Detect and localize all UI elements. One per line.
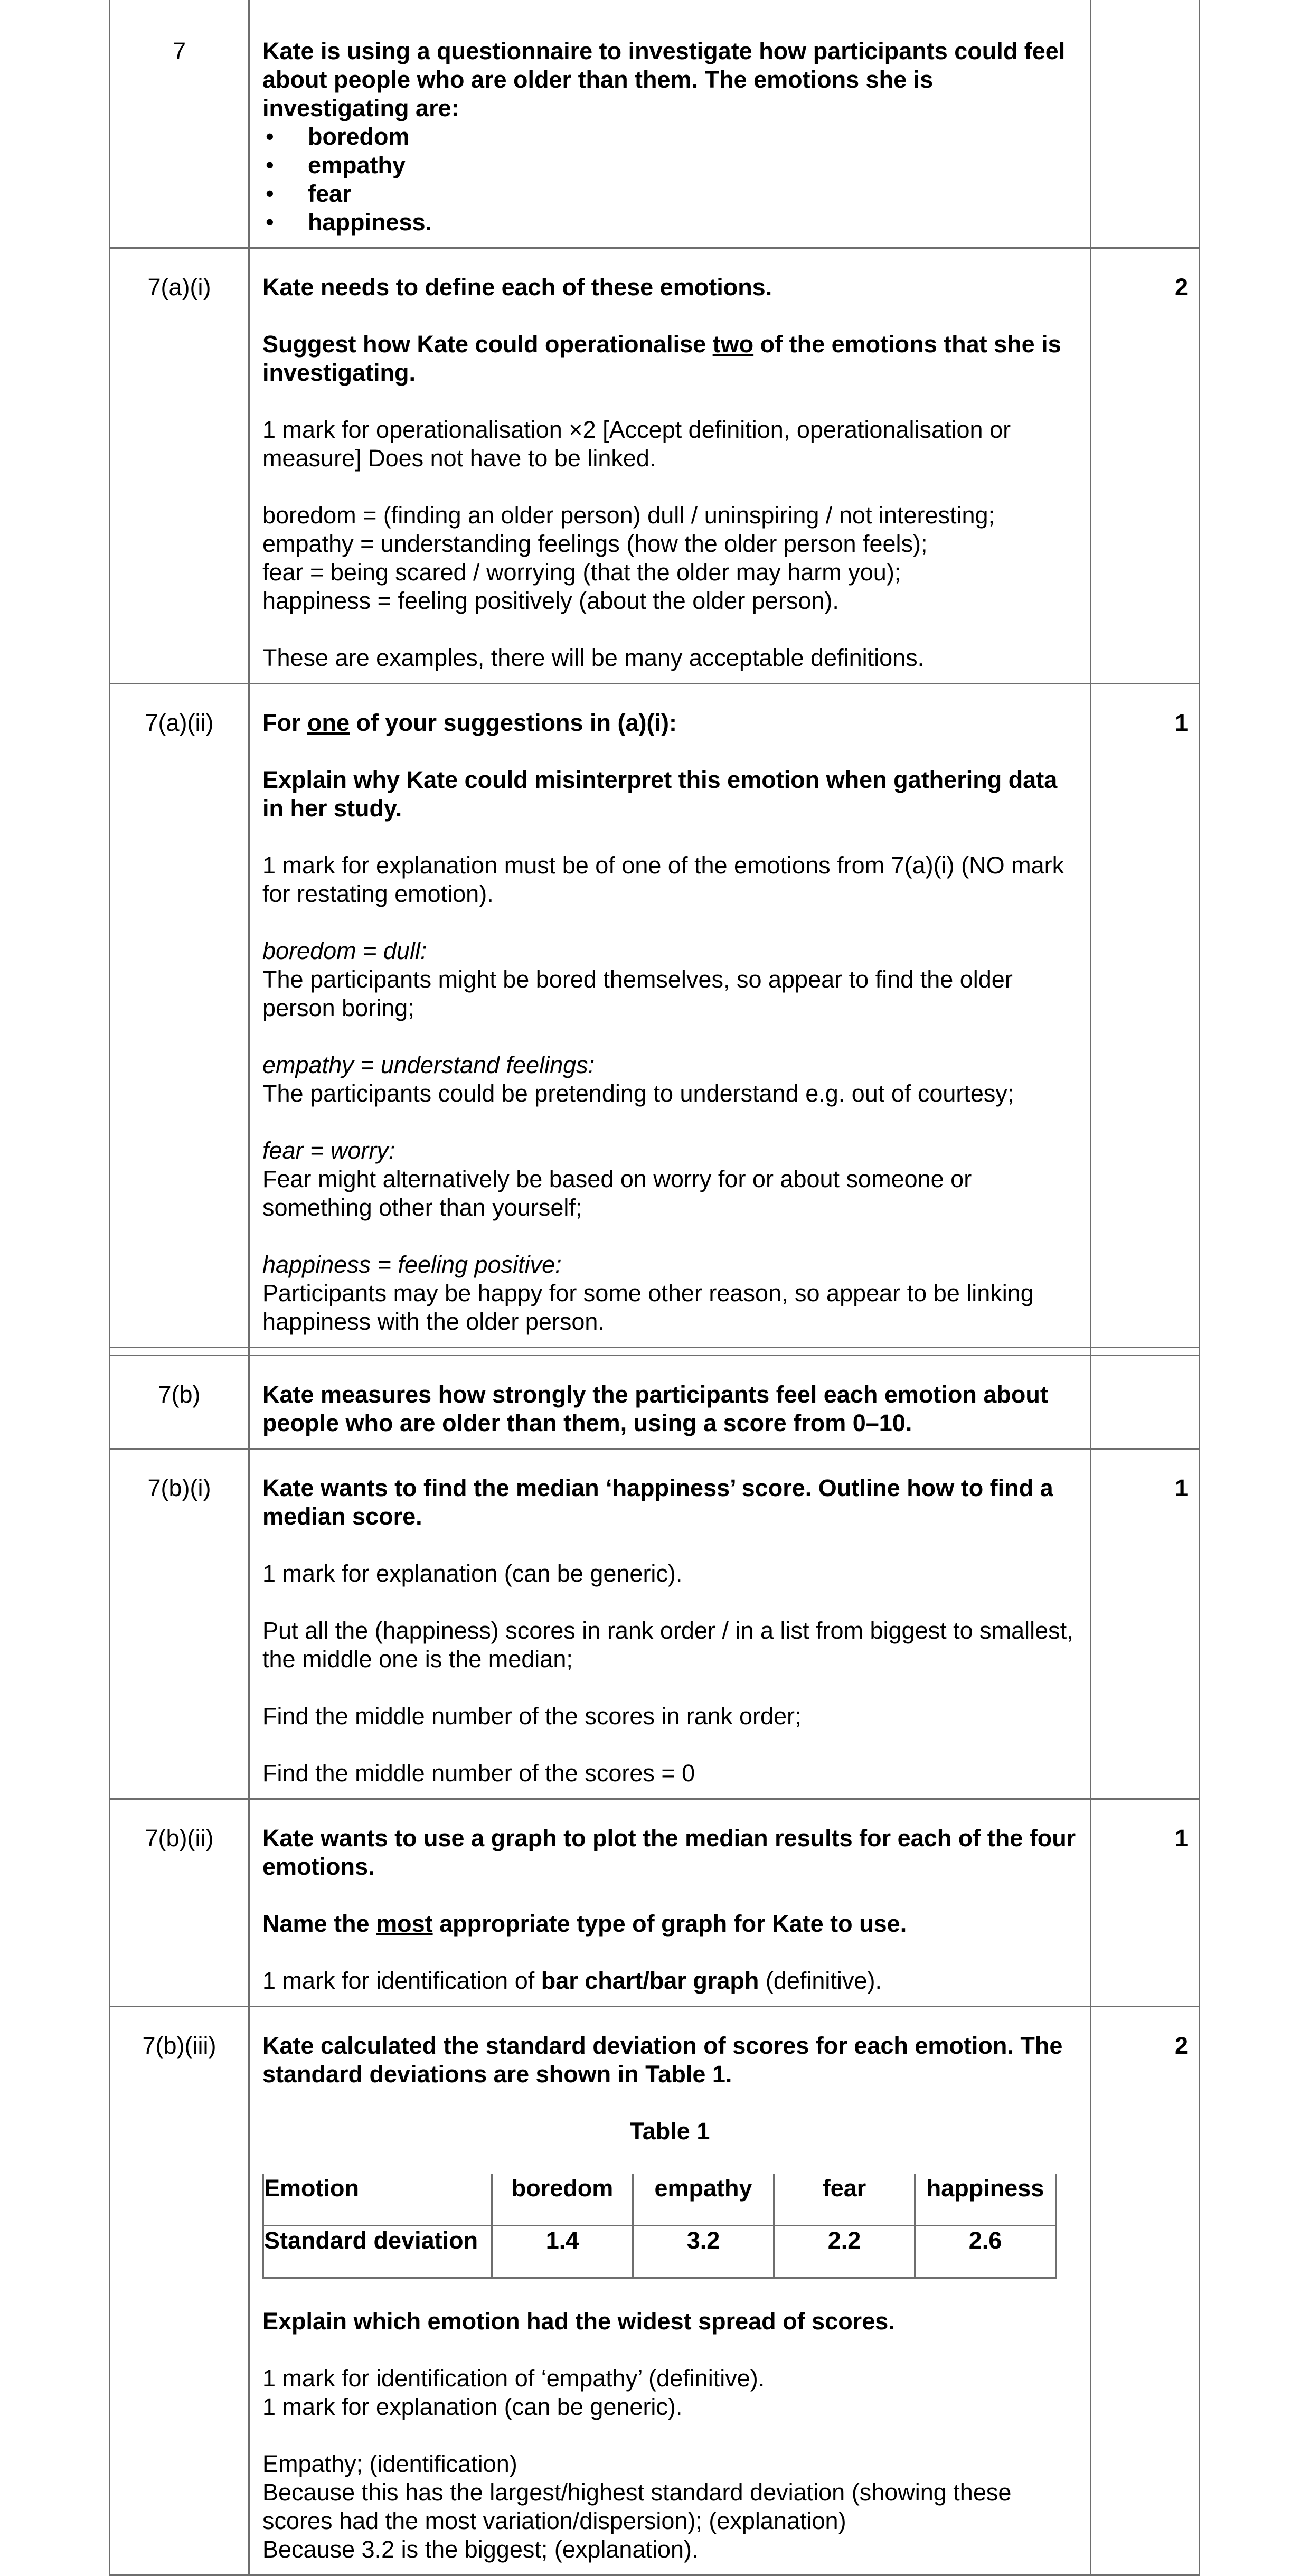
table-column-header: fear	[774, 2174, 915, 2226]
answer-line: Because this has the largest/highest standard deviation (showing these scores had the most variation/dispersion); (explanation)	[262, 2479, 1012, 2534]
marking-guidance	[262, 2364, 1077, 2421]
question-number: 7	[110, 0, 249, 248]
answer-block	[262, 2450, 1077, 2564]
mark-scheme-table	[109, 0, 1200, 2576]
example-label: happiness = feeling positive:	[262, 1251, 562, 1278]
question-text: Kate wants to find the median ‘happiness’ score. Outline how to find a median score.	[262, 1474, 1053, 1530]
marks-cell: 2	[1091, 2007, 1200, 2575]
marking-guidance: 1 mark for operationalisation ×2 [Accept definition, operationalisation or measure] Does not have to be linked.	[262, 416, 1011, 472]
example-answer	[262, 1136, 1077, 1222]
answer-line: boredom = (finding an older person) dull / uninspiring / not interesting;	[262, 502, 995, 529]
table-cell: 3.2	[633, 2226, 774, 2278]
table-column-header: empathy	[633, 2174, 774, 2226]
question-row-7bi	[110, 1449, 1200, 1799]
marks-cell: 1	[1091, 684, 1200, 1348]
marks-cell	[1091, 0, 1200, 248]
bold-answer: bar chart/bar graph	[541, 1967, 759, 1994]
question-text: Explain which emotion had the widest spread of scores.	[262, 2308, 895, 2335]
list-item: • happiness.	[262, 208, 1077, 237]
question-body	[249, 1799, 1091, 2007]
question-number: 7(a)(i)	[110, 248, 249, 684]
question-number: 7(b)(iii)	[110, 2007, 249, 2575]
separator-cell	[110, 1348, 249, 1356]
marks-cell	[1091, 1356, 1200, 1449]
marks-cell: 2	[1091, 248, 1200, 684]
table-column-header: boredom	[492, 2174, 633, 2226]
table-cell: 1.4	[492, 2226, 633, 2278]
question-text	[262, 330, 1077, 387]
answer-line: Find the middle number of the scores in rank order;	[262, 1703, 802, 1729]
question-row-7ai	[110, 248, 1200, 684]
table-header-label: Emotion	[263, 2174, 492, 2226]
separator-cell	[249, 1348, 1091, 1356]
table-row-label: Standard deviation	[263, 2226, 492, 2278]
question-text: Kate measures how strongly the participants feel each emotion about people who are older than them, using a score from 0–10.	[262, 1381, 1048, 1436]
text-span: (definitive).	[759, 1967, 882, 1994]
answer-line: empathy = understanding feelings (how the older person feels);	[262, 530, 928, 557]
question-intro: Kate is using a questionnaire to investigate how participants could feel about people who are older than them. The emotions she is investigating are:	[262, 37, 1066, 121]
answer-line: Empathy; (identification)	[262, 2450, 517, 2477]
question-body	[249, 684, 1091, 1348]
question-number: 7(b)(ii)	[110, 1799, 249, 2007]
example-label: empathy = understand feelings:	[262, 1051, 595, 1078]
marks-cell: 1	[1091, 1799, 1200, 2007]
example-answer	[262, 937, 1077, 1022]
example-text: The participants might be bored themselves, so appear to find the older person boring;	[262, 966, 1013, 1021]
marking-guidance: 1 mark for explanation (can be generic).	[262, 1560, 683, 1587]
table-cell: 2.6	[915, 2226, 1056, 2278]
text-span: Suggest how Kate could operationalise	[262, 331, 713, 358]
marking-guidance: 1 mark for explanation must be of one of the emotions from 7(a)(i) (NO mark for restating emotion).	[262, 852, 1064, 907]
example-label: fear = worry:	[262, 1137, 395, 1164]
question-body	[249, 1356, 1091, 1449]
example-label: boredom = dull:	[262, 937, 427, 964]
question-body	[249, 0, 1091, 248]
list-item: • fear	[262, 180, 1077, 208]
question-number: 7(b)(i)	[110, 1449, 249, 1799]
standard-deviation-table	[262, 2174, 1057, 2279]
question-body	[249, 248, 1091, 684]
marks-cell: 1	[1091, 1449, 1200, 1799]
table-column-header: happiness	[915, 2174, 1056, 2226]
question-row-7	[110, 0, 1200, 248]
question-row-7aii	[110, 684, 1200, 1348]
underlined-word: two	[712, 331, 754, 358]
table-caption: Table 1	[629, 2118, 710, 2145]
example-text: Fear might alternatively be based on worry for or about someone or something other than yourself;	[262, 1165, 972, 1221]
note: These are examples, there will be many acceptable definitions.	[262, 644, 925, 671]
question-number: 7(b)	[110, 1356, 249, 1449]
guidance-line: 1 mark for identification of ‘empathy’ (definitive).	[262, 2365, 765, 2392]
question-row-7b	[110, 1356, 1200, 1449]
question-text	[262, 709, 1077, 737]
underlined-word: most	[376, 1910, 433, 1937]
section-separator	[110, 1348, 1200, 1356]
example-answer	[262, 1051, 1077, 1108]
question-text: Kate wants to use a graph to plot the median results for each of the four emotions.	[262, 1825, 1076, 1880]
list-item: • empathy	[262, 151, 1077, 180]
text-span: 1 mark for identification of	[262, 1967, 541, 1994]
example-text: The participants could be pretending to understand e.g. out of courtesy;	[262, 1080, 1014, 1107]
underlined-word: one	[307, 709, 350, 736]
example-text: Participants may be happy for some other reason, so appear to be linking happiness with the older person.	[262, 1280, 1034, 1335]
separator-cell	[1091, 1348, 1200, 1356]
text-span: of your suggestions in (a)(i):	[350, 709, 677, 736]
answer-block	[262, 501, 1077, 615]
answer-line: happiness = feeling positively (about the older person).	[262, 587, 839, 614]
text-span: Name the	[262, 1910, 376, 1937]
table-header-row	[263, 2174, 1056, 2226]
question-body	[249, 2007, 1091, 2575]
question-number: 7(a)(ii)	[110, 684, 249, 1348]
question-row-7bii	[110, 1799, 1200, 2007]
guidance-line: 1 mark for explanation (can be generic).	[262, 2393, 683, 2420]
text-span: For	[262, 709, 307, 736]
question-text: Explain why Kate could misinterpret this emotion when gathering data in her study.	[262, 766, 1058, 822]
example-answer	[262, 1251, 1077, 1336]
text-span: of the emotions that she is investigating.	[262, 331, 1061, 386]
table-row	[263, 2226, 1056, 2278]
answer-line: fear = being scared / worrying (that the older may harm you);	[262, 559, 901, 586]
marking-guidance	[262, 1967, 1077, 1995]
table-cell: 2.2	[774, 2226, 915, 2278]
text-span: appropriate type of graph for Kate to use.	[432, 1910, 907, 1937]
question-text: Kate calculated the standard deviation of scores for each emotion. The standard deviations are shown in Table 1.	[262, 2032, 1063, 2088]
answer-line: Put all the (happiness) scores in rank order / in a list from biggest to smallest, the middle one is the median;	[262, 1617, 1073, 1672]
question-text	[262, 1910, 1077, 1938]
question-row-7biii	[110, 2007, 1200, 2575]
answer-line: Because 3.2 is the biggest; (explanation).	[262, 2536, 699, 2563]
list-item: • boredom	[262, 123, 1077, 151]
emotion-list	[262, 123, 1077, 237]
question-body	[249, 1449, 1091, 1799]
question-text: Kate needs to define each of these emotions.	[262, 274, 772, 300]
answer-line: Find the middle number of the scores = 0	[262, 1760, 695, 1787]
